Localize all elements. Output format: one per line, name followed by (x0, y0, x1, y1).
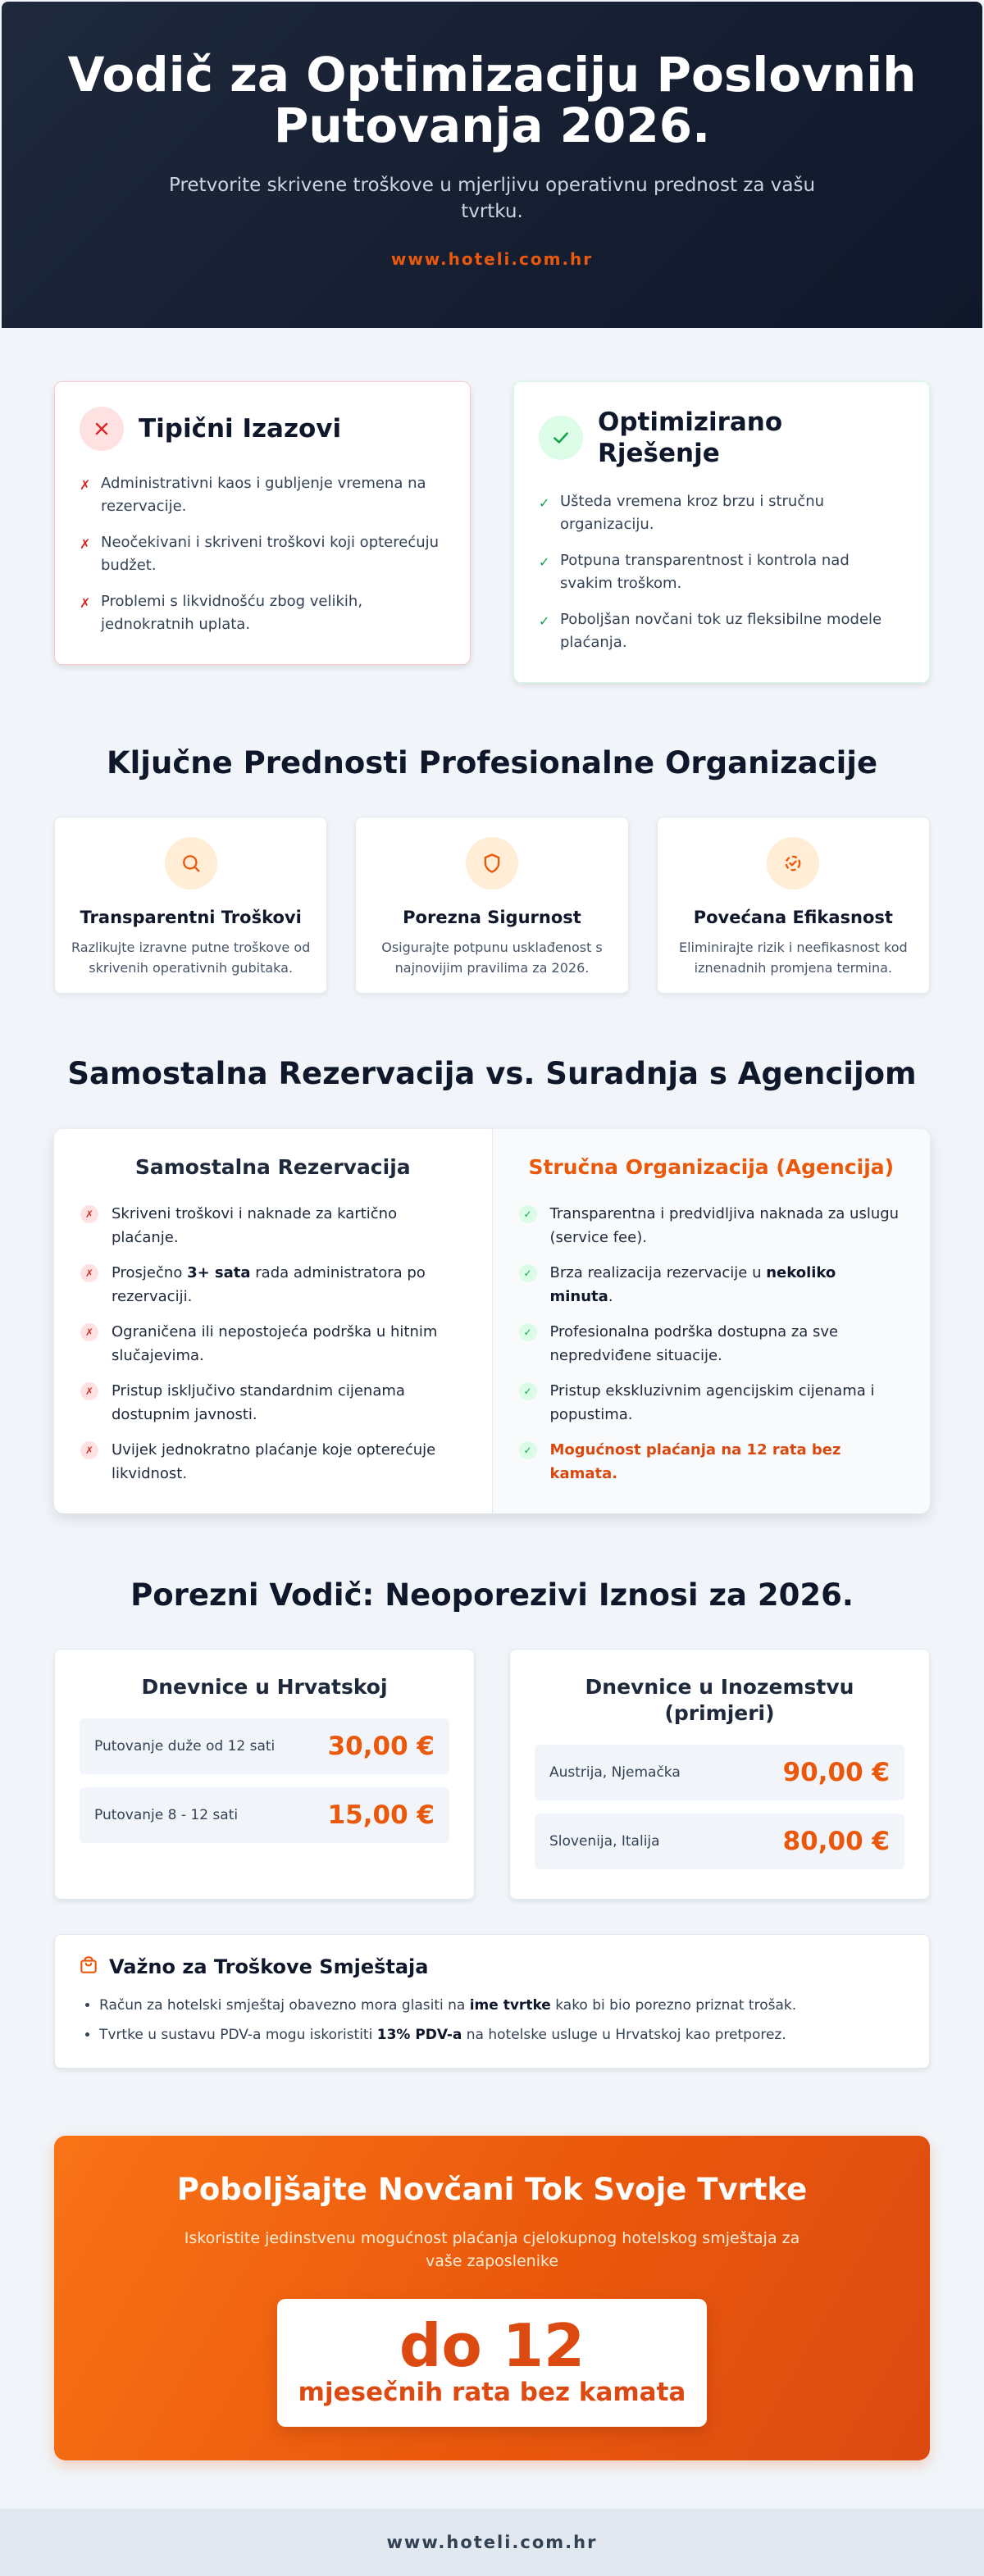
close-icon (80, 407, 124, 451)
benefits-list (0, 781, 984, 994)
benefit-title: Transparentni Troškovi (80, 908, 302, 927)
list-item-text: Potpuna transparentnost i kontrola nad svakim troškom. (560, 552, 850, 592)
solution-card (513, 381, 930, 683)
list-item (80, 1438, 466, 1486)
cta-subtitle: Iskoristite jedinstvenu mogućnost plaćanja cjelokupnog hotelskog smještaja za vaše zaposlenike (184, 2229, 800, 2270)
benefit-title: Porezna Sigurnost (403, 908, 581, 927)
list-item (80, 1379, 466, 1427)
check-mark-icon: ✓ (539, 613, 550, 629)
notice-header (78, 1955, 906, 1979)
list-item-text: Poboljšan novčani tok uz fleksibilne modele plaćanja. (560, 611, 882, 651)
cross-mark-icon: ✗ (80, 595, 91, 611)
check-mark-icon: ✓ (539, 495, 550, 511)
cross-mark-icon: ✗ (80, 1323, 98, 1341)
rate-label: Putovanje duže od 12 sati (94, 1738, 276, 1755)
domestic-per-diem-card (54, 1649, 475, 1900)
list-item (519, 1379, 904, 1427)
rate-value: 15,00 € (327, 1800, 435, 1830)
shield-icon (466, 837, 518, 890)
check-mark-icon: ✓ (539, 554, 550, 570)
rate-value: 90,00 € (782, 1758, 890, 1787)
check-mark-icon: ✓ (519, 1382, 537, 1400)
search-icon (165, 837, 217, 890)
benefit-title: Povećana Efikasnost (693, 908, 893, 927)
installments-count: do 12 (399, 2311, 585, 2380)
agency-title: Stručna Organizacija (Agencija) (528, 1155, 895, 1179)
benefit-card (54, 817, 327, 994)
versus-section-title: Samostalna Rezervacija vs. Suradnja s Agencijom (67, 1056, 917, 1091)
list-item (539, 490, 904, 536)
rate-label: Putovanje 8 - 12 sati (94, 1807, 239, 1823)
cross-mark-icon: ✗ (80, 1205, 98, 1223)
list-item (80, 531, 445, 577)
list-item (539, 608, 904, 654)
cta-title: Poboljšajte Novčani Tok Svoje Tvrtke (176, 2172, 808, 2207)
list-item (80, 1202, 466, 1249)
check-mark-icon: ✓ (519, 1205, 537, 1223)
header-website-link[interactable]: www.hoteli.com.hr (390, 249, 594, 269)
list-item (519, 1261, 904, 1308)
page-subtitle: Pretvorite skrivene troškove u mjerljivu operativnu prednost za vašu tvrtku. (168, 175, 816, 222)
cross-mark-icon: ✗ (80, 477, 91, 493)
problem-card-header (80, 407, 445, 451)
cross-mark-icon: ✗ (80, 536, 91, 552)
list-item-text: Administrativni kaos i gubljenje vremena na rezervacije. (101, 475, 426, 515)
rate-value: 80,00 € (782, 1827, 890, 1856)
list-item (80, 472, 445, 518)
hero-header (2, 2, 982, 328)
list-item-text: Pristup isključivo standardnim cijenama dostupnim javnosti. (112, 1382, 405, 1423)
problem-card-title: Tipični Izazovi (139, 414, 342, 444)
self-booking-list (80, 1202, 466, 1486)
list-item (519, 1320, 904, 1368)
list-item-text: Ušteda vremena kroz brzu i stručnu organizaciju. (560, 493, 825, 533)
rate-label: Slovenija, Italija (549, 1833, 660, 1850)
list-item (80, 590, 445, 636)
list-item-text: Prosječno 3+ sata rada administratora po rezervaciji. (112, 1264, 426, 1305)
benefits-section-title: Ključne Prednosti Profesionalne Organizacije (106, 745, 878, 781)
rate-row (535, 1814, 904, 1869)
benefit-card (355, 817, 628, 994)
list-item (80, 1261, 466, 1308)
rate-label: Austrija, Njemačka (549, 1764, 681, 1781)
cross-mark-icon: ✗ (80, 1264, 98, 1282)
list-item: • Račun za hotelski smještaj obavezno mora glasiti na ime tvrtke kako bi bio porezno priznat trošak. (99, 1996, 906, 2015)
footer (0, 2509, 984, 2576)
check-mark-icon: ✓ (519, 1323, 537, 1341)
rate-row (80, 1787, 449, 1843)
cta-banner (54, 2136, 930, 2460)
list-item-text: Pristup ekskluzivnim agencijskim cijenama i popustima. (549, 1382, 875, 1423)
notice-list (78, 1996, 906, 2045)
list-item (519, 1438, 904, 1486)
cross-mark-icon: ✗ (80, 1441, 98, 1459)
list-item-text: Ograničena ili nepostojeća podrška u hitnim slučajevima. (112, 1323, 438, 1364)
check-mark-icon: ✓ (519, 1264, 537, 1282)
list-item-text: Neočekivani i skriveni troškovi koji opterećuju budžet. (101, 534, 440, 574)
solution-card-header (539, 407, 904, 469)
self-booking-title: Samostalna Rezervacija (134, 1155, 411, 1179)
list-item (519, 1202, 904, 1249)
solution-card-title: Optimizirano Rješenje (598, 407, 783, 468)
shopping-bag-icon (78, 1955, 99, 1979)
accommodation-notice (54, 1934, 930, 2069)
footer-website-link[interactable]: www.hoteli.com.hr (386, 2533, 598, 2552)
foreign-per-diem-card (509, 1649, 930, 1900)
agency-column (493, 1129, 931, 1513)
list-item (539, 549, 904, 595)
list-item: • Tvrtke u sustavu PDV-a mogu iskoristiti 13% PDV-a na hotelske usluge u Hrvatskoj kao pretporez. (99, 2025, 906, 2045)
page-title: Vodič za Optimizaciju Poslovnih Putovanja 2026. (67, 47, 917, 153)
list-item-text: Uvijek jednokratno plaćanje koje opterećuje likvidnost. (112, 1441, 436, 1482)
problem-list (80, 472, 445, 636)
tax-section-title: Porezni Vodič: Neoporezivi Iznosi za 2026. (130, 1577, 854, 1613)
notice-title: Važno za Troškove Smještaja (109, 1955, 429, 1978)
foreign-per-diem-title: Dnevnice u Inozemstvu (primjeri) (585, 1675, 854, 1725)
benefit-text: Eliminirajte rizik i neefikasnost kod iznenadnih promjena termina. (678, 940, 908, 976)
rate-value: 30,00 € (327, 1732, 435, 1761)
installments-box (277, 2299, 707, 2427)
benefit-text: Osigurajte potpunu usklađenost s najnovijim pravilima za 2026. (381, 940, 603, 976)
benefit-text: Razlikujte izravne putne troškove od skrivenih operativnih gubitaka. (71, 940, 311, 976)
solution-list (539, 490, 904, 654)
list-item-text: Profesionalna podrška dostupna za sve nepredviđene situacije. (549, 1323, 839, 1364)
comparison-table (54, 1129, 930, 1513)
installments-highlight: Mogućnost plaćanja na 12 rata bez kamata. (549, 1441, 841, 1482)
rate-row (535, 1745, 904, 1800)
cross-mark-icon: ✗ (80, 1382, 98, 1400)
list-item-text: Transparentna i predvidljiva naknada za uslugu (service fee). (549, 1205, 900, 1246)
list-item-text: Skriveni troškovi i naknade za kartično plaćanje. (112, 1205, 398, 1246)
benefit-card (657, 817, 930, 994)
list-item-text: Brza realizacija rezervacije u nekoliko minuta. (549, 1264, 836, 1305)
agency-list (519, 1202, 904, 1486)
check-mark-icon: ✓ (519, 1441, 537, 1459)
rate-row (80, 1718, 449, 1774)
domestic-per-diem-title: Dnevnice u Hrvatskoj (141, 1675, 388, 1699)
per-diem-cards (0, 1613, 984, 1900)
refresh-icon (767, 837, 819, 890)
self-booking-column (54, 1129, 493, 1513)
problem-card (54, 381, 471, 665)
list-item (80, 1320, 466, 1368)
list-item-text: Problemi s likvidnošću zbog velikih, jednokratnih uplata. (101, 593, 363, 633)
check-icon (539, 416, 583, 460)
installments-label: mjesečnih rata bez kamata (298, 2378, 686, 2407)
comparison-cards (0, 328, 984, 683)
